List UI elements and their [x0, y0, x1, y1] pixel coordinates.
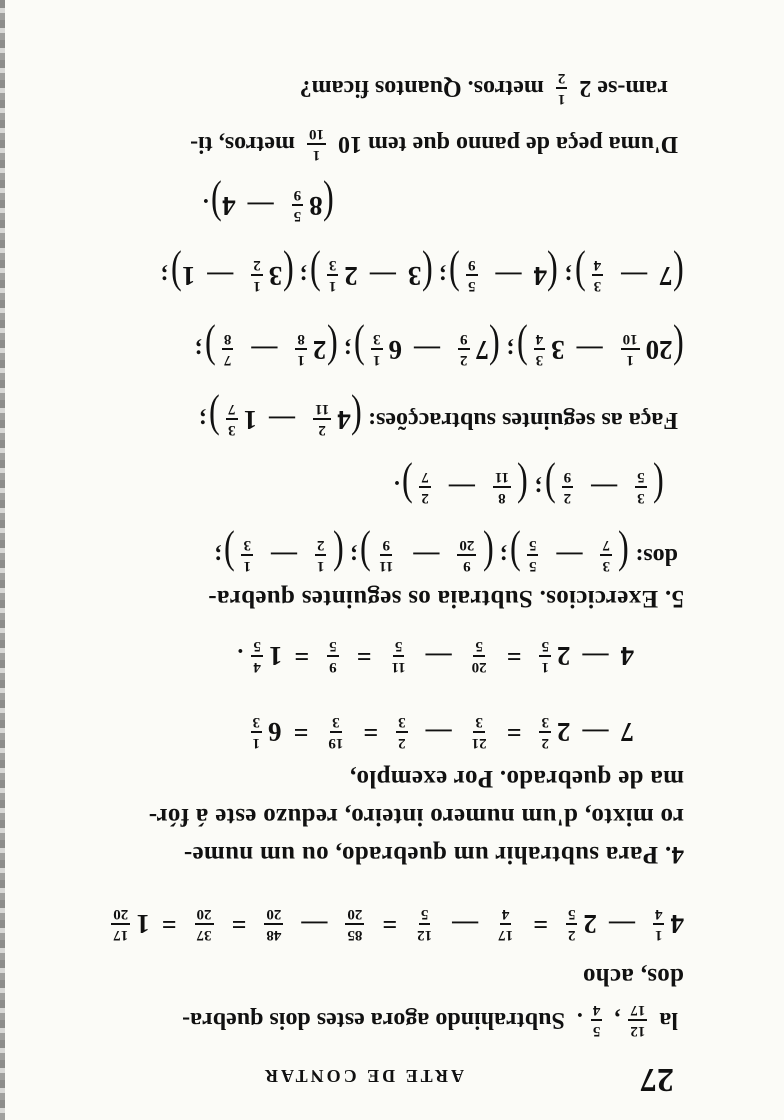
- subtraction-row-3: ( 7 — 3 4 ) ; ( 4 — 5 9 ) ; ( 3 — 2 1 3 ) ; ( 3 1 2 — 1 ) ;: [160, 250, 684, 301]
- fraction: 3 7: [228, 401, 236, 439]
- running-header: [64, 1058, 684, 1098]
- fraction: 9 5: [329, 638, 337, 675]
- page-number: 27: [640, 1061, 674, 1098]
- fraction: 3 4: [535, 331, 544, 369]
- fraction: 7 8: [223, 331, 232, 369]
- fraction: 12 5: [417, 906, 433, 943]
- fraction: 1 3: [243, 537, 251, 575]
- fraction: 2 3: [541, 714, 549, 751]
- fraction: 5 4: [592, 1002, 601, 1039]
- fraction: 1 10: [622, 331, 638, 369]
- fraction: 11 9: [379, 537, 394, 575]
- fraction: 5 9: [468, 257, 476, 295]
- fraction: 2 7: [421, 469, 429, 507]
- problem-line-1: D'uma peça de panno que tem 10 1 10 metros, ti-: [190, 126, 678, 163]
- fraction: 1 3: [328, 257, 337, 295]
- fraction: 11 5: [391, 638, 406, 675]
- section-4-line-3: ma de quebrado. Por exemplo,: [349, 765, 684, 792]
- fraction: 2 5: [568, 906, 576, 943]
- fraction: 17 20: [113, 906, 129, 943]
- section-4-line-2: ro mixto, d'um numero inteiro, reduzo este á fór-: [148, 803, 684, 830]
- page-edge-shadow: [0, 0, 5, 1120]
- fraction: 1 3: [252, 714, 261, 751]
- equation-1: 4 1 4 — 2 2 5 = 17 4 — 12 5 = 85 20 — 48 20 = 37 20 = 1 17 20: [113, 906, 684, 943]
- continuation-line: la 12 17 , 5 4 . Subtrahindo agora estes dois quebra-: [182, 1002, 678, 1039]
- fraction: 37 20: [196, 906, 212, 943]
- fraction: 2 3: [398, 714, 406, 751]
- section-5-heading: 5. Exercicios. Subtraia os seguintes quebra-: [208, 585, 684, 612]
- subtraction-intro: Faça as seguintes subtracções: ( 4 2 11 — 1 3 7 ) ;: [198, 394, 678, 445]
- fraction: 5 5: [528, 537, 537, 575]
- fraction: 12 17: [630, 1002, 646, 1039]
- fraction: 2 11: [315, 401, 330, 439]
- fraction: 3 5: [637, 469, 645, 507]
- fraction: 1 2: [253, 257, 261, 295]
- fraction: 85 20: [347, 906, 363, 943]
- fraction: 21 3: [471, 714, 487, 751]
- fraction: 4 5: [253, 638, 261, 675]
- exercise-row-1: dos: ( 3 7 — 5 5 ) ; ( 9 20 — 11 9 ) ; ( 1 2 — 1 3 ) ;: [214, 530, 678, 581]
- exercise-row-2: ( 3 5 — 2 9 ) ; ( 8 11 — 2 7 ) .: [394, 462, 664, 513]
- equation-3: 4 — 2 1 5 = 20 5 — 11 5 = 9 5 = 1 4 5 .: [237, 638, 634, 675]
- fraction: 3 7: [602, 537, 610, 575]
- fraction: 5 9: [293, 187, 302, 225]
- fraction: 2 9: [460, 331, 468, 369]
- fraction: 1 5: [541, 638, 549, 675]
- equation-2: 7 — 2 2 3 = 21 3 — 2 3 = 19 3 = 6 1 3: [252, 714, 634, 751]
- fraction: 8 11: [494, 469, 510, 507]
- fraction: 3 4: [593, 257, 602, 295]
- fraction: 1 10: [308, 126, 324, 163]
- section-4-line-1: 4. Para subtrahir um quebrado, ou um nume-: [183, 841, 684, 868]
- running-title: ARTE DE CONTAR: [261, 1066, 464, 1086]
- fraction: 48 20: [266, 906, 282, 943]
- continuation-line-2: dos, acho: [582, 963, 684, 990]
- fraction: 19 3: [328, 714, 344, 751]
- fraction: 20 5: [471, 638, 487, 675]
- fraction: 1 4: [655, 906, 663, 943]
- subtraction-row-2: ( 20 1 10 — 3 3 4 ) ; ( 7 2 9 — 6 1 3 ) ; ( 2 1 8 — 7 8 ) ;: [194, 324, 684, 375]
- fraction: 1 2: [557, 70, 566, 107]
- fraction: 1 2: [316, 537, 325, 575]
- fraction: 1 8: [297, 331, 305, 369]
- fraction: 2 9: [563, 469, 572, 507]
- fraction: 9 20: [459, 537, 475, 575]
- fraction: 1 3: [373, 331, 381, 369]
- subtraction-row-4: ( 8 5 9 — 4 ) .: [202, 180, 334, 231]
- fraction: 17 4: [498, 906, 514, 943]
- problem-line-2: ram-se 2 1 2 metros. Quantos ficam?: [299, 70, 668, 107]
